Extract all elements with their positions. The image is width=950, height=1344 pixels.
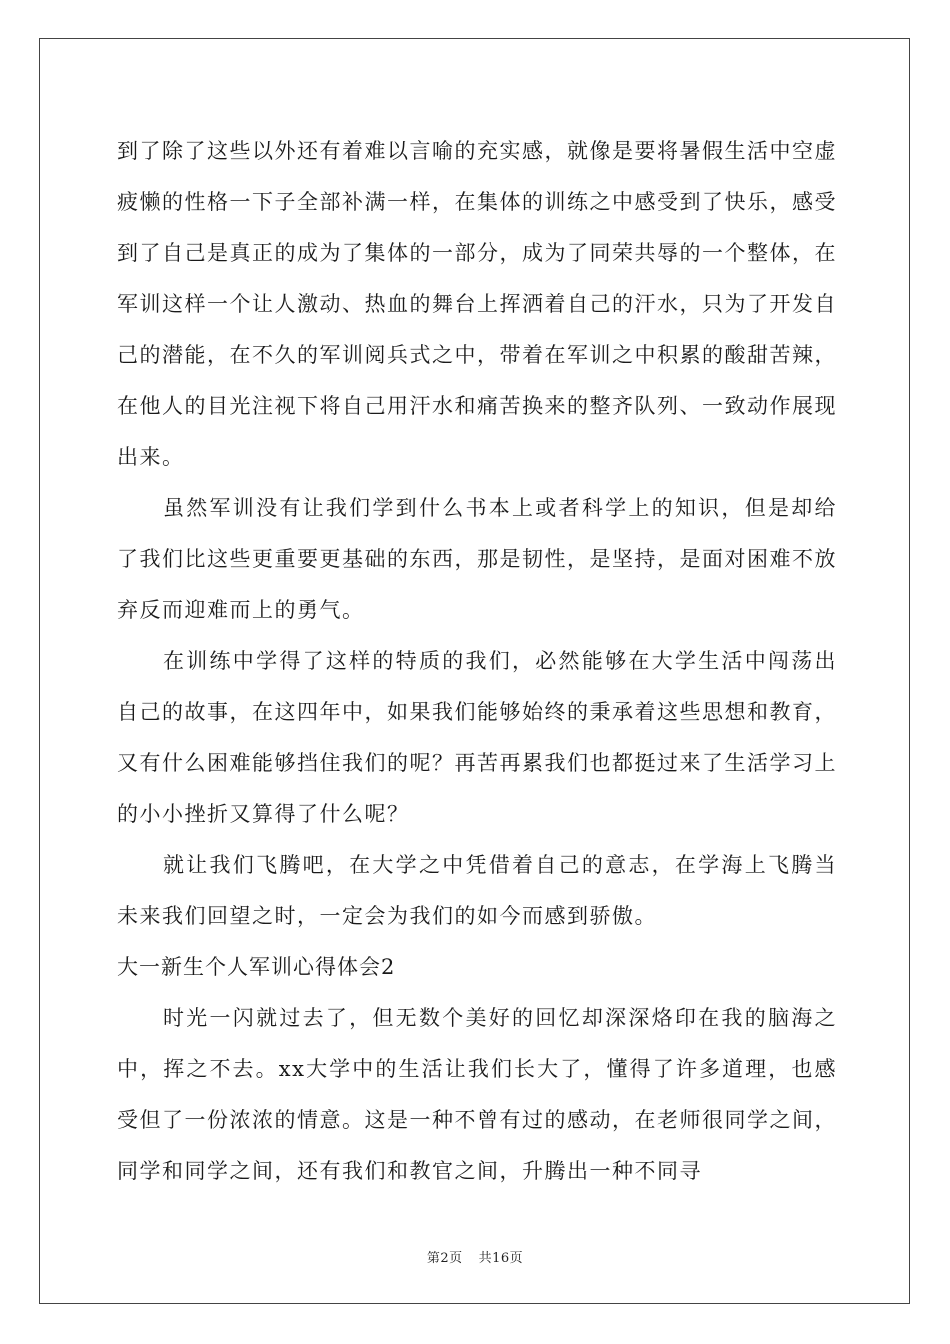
page-total: 共16页 (478, 1251, 524, 1266)
paragraph: 时光一闪就过去了，但无数个美好的回忆却深深烙印在我的脑海之中，挥之不去。xx大学中的生活让我们长大了，懂得了许多道理，也感受但了一份浓浓的情意。这是一种不曾有过的感动，在老师很同学之间，同学和同学之间，还有我们和教官之间，升腾出一种不同寻 (117, 1006, 837, 1183)
document-body (117, 126, 837, 1197)
paragraph: 就让我们飞腾吧，在大学之中凭借着自己的意志，在学海上飞腾当未来我们回望之时，一定会为我们的如今而感到骄傲。 (117, 853, 837, 928)
paragraph: 在训练中学得了这样的特质的我们，必然能够在大学生活中闯荡出自己的故事，在这四年中，如果我们能够始终的秉承着这些思想和教育，又有什么困难能够挡住我们的呢？再苦再累我们也都挺过来了生活学习上的小小挫折又算得了什么呢？ (117, 649, 837, 826)
paragraph: 到了除了这些以外还有着难以言喻的充实感，就像是要将暑假生活中空虚疲懒的性格一下子全部补满一样，在集体的训练之中感受到了快乐，感受到了自己是真正的成为了集体的一部分，成为了同荣共辱的一个整体，在军训这样一个让人激动、热血的舞台上挥洒着自己的汗水，只为了开发自己的潜能，在不久的军训阅兵式之中，带着在军训之中积累的酸甜苦辣，在他人的目光注视下将自己用汗水和痛苦换来的整齐队列、一致动作展现出来。 (117, 139, 837, 469)
section-heading: 大一新生个人军训心得体会2 (117, 955, 396, 979)
page-number: 第2页 (426, 1251, 463, 1266)
paragraph: 虽然军训没有让我们学到什么书本上或者科学上的知识，但是却给了我们比这些更重要更基础的东西，那是韧性，是坚持，是面对困难不放弃反而迎难而上的勇气。 (117, 496, 837, 622)
page-footer (0, 1247, 950, 1266)
